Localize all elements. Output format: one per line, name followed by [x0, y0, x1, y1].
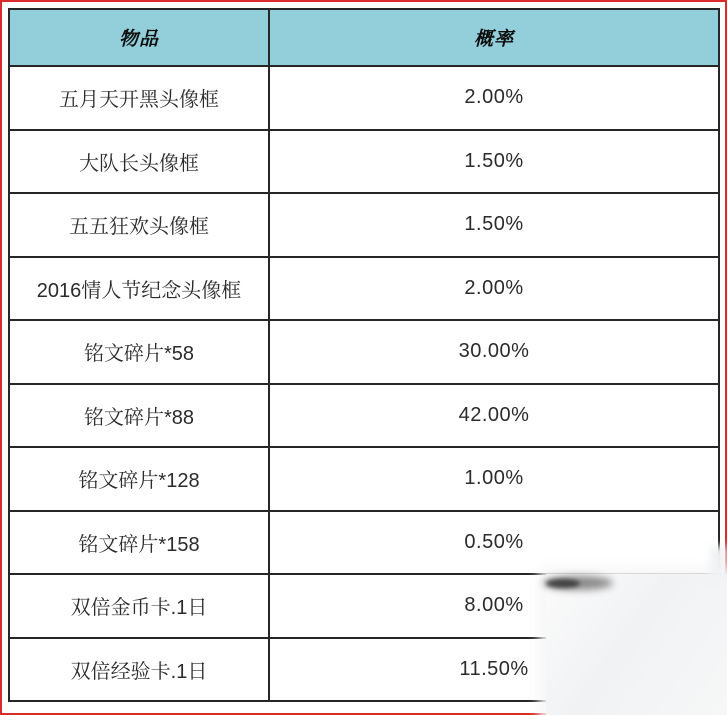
table-row — [9, 66, 719, 130]
column-header-item: 物品 — [9, 9, 269, 66]
probability-cell: 1.00% — [269, 447, 719, 511]
smudge-streak-core — [546, 579, 580, 588]
item-cell: 五月天开黑头像框 — [9, 66, 269, 130]
probability-cell: 1.50% — [269, 130, 719, 194]
table-row — [9, 447, 719, 511]
watermark-smudge — [546, 574, 727, 715]
item-cell: 双倍金币卡.1日 — [9, 574, 269, 638]
column-header-probability: 概率 — [269, 9, 719, 66]
item-cell: 2016情人节纪念头像框 — [9, 257, 269, 321]
probability-cell: 0.50% — [269, 511, 719, 575]
smudge-right-band — [710, 546, 727, 580]
item-cell: 五五狂欢头像框 — [9, 193, 269, 257]
probability-cell: 42.00% — [269, 384, 719, 448]
table-row — [9, 193, 719, 257]
probability-cell: 11.50% — [269, 638, 719, 702]
table-row — [9, 257, 719, 321]
item-cell: 双倍经验卡.1日 — [9, 638, 269, 702]
item-cell: 铭文碎片*158 — [9, 511, 269, 575]
probability-cell: 30.00% — [269, 320, 719, 384]
table-row — [9, 511, 719, 575]
probability-cell: 1.50% — [269, 193, 719, 257]
item-cell: 铭文碎片*128 — [9, 447, 269, 511]
table-row — [9, 384, 719, 448]
item-cell: 大队长头像框 — [9, 130, 269, 194]
item-cell: 铭文碎片*88 — [9, 384, 269, 448]
table-row — [9, 320, 719, 384]
probability-cell: 2.00% — [269, 66, 719, 130]
item-cell: 铭文碎片*58 — [9, 320, 269, 384]
probability-cell: 8.00% — [269, 574, 719, 638]
table-row — [9, 130, 719, 194]
table-header-row — [9, 9, 719, 66]
probability-cell: 2.00% — [269, 257, 719, 321]
